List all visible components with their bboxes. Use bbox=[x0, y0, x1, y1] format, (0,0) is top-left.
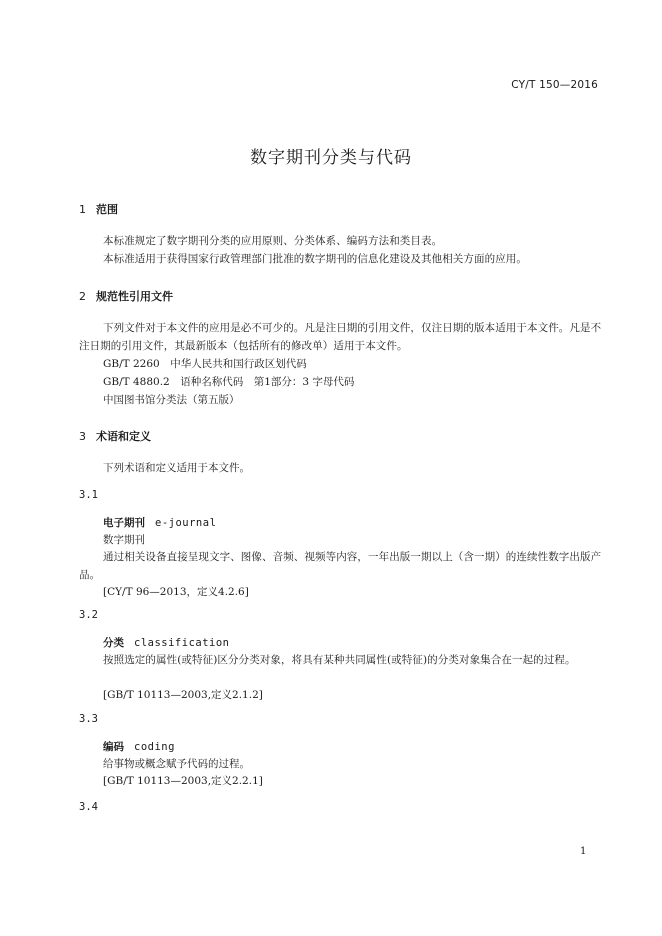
section-number: 3 bbox=[79, 430, 86, 443]
term-entry bbox=[103, 515, 216, 530]
term-definition: 通过相关设备直接呈现文字、图像、音频、视频等内容，一年出版一期以上（含一期）的连续性数字出版产品。 bbox=[79, 551, 602, 581]
term-definition: 按照选定的属性(或特征)区分分类对象，将具有某种共同属性(或特征)的分类对象集合在一起的过程。 bbox=[103, 654, 576, 666]
document-title: 数字期刊分类与代码 bbox=[250, 148, 412, 168]
section-number: 1 bbox=[79, 203, 86, 216]
section-title: 规范性引用文件 bbox=[96, 290, 173, 303]
paragraph: 本标准规定了数字期刊分类的应用原则、分类体系、编码方法和类目表。 bbox=[103, 235, 443, 247]
term-source: [GB/T 10113—2003,定义2.1.2] bbox=[103, 689, 263, 701]
term-entry bbox=[103, 739, 175, 754]
reference-item: GB/T 4880.2 语种名称代码 第1部分：3 字母代码 bbox=[103, 376, 355, 388]
term-chinese: 分类 bbox=[103, 637, 124, 649]
clause-number: 3.1 bbox=[79, 489, 98, 501]
reference-item: 中国图书馆分类法（第五版） bbox=[103, 394, 240, 406]
term-synonym: 数字期刊 bbox=[103, 534, 145, 546]
term-entry bbox=[103, 635, 230, 650]
section-1-heading bbox=[79, 201, 118, 217]
term-english: coding bbox=[134, 741, 175, 753]
term-source: [GB/T 10113—2003,定义2.2.1] bbox=[103, 775, 263, 787]
section-title: 术语和定义 bbox=[96, 430, 151, 443]
term-definition: 给事物或概念赋予代码的过程。 bbox=[103, 758, 250, 770]
term-chinese: 编码 bbox=[103, 741, 124, 753]
section-title: 范围 bbox=[96, 203, 118, 216]
term-english: e-journal bbox=[155, 517, 217, 529]
paragraph: 下列术语和定义适用于本文件。 bbox=[103, 462, 250, 474]
page-number: 1 bbox=[580, 846, 587, 857]
section-number: 2 bbox=[79, 290, 86, 303]
clause-number: 3.4 bbox=[79, 801, 98, 813]
section-2-heading bbox=[79, 288, 173, 304]
standard-code: CY/T 150—2016 bbox=[511, 79, 598, 91]
term-source: [CY/T 96—2013，定义4.2.6] bbox=[103, 586, 249, 598]
term-english: classification bbox=[134, 637, 230, 649]
reference-item: GB/T 2260 中华人民共和国行政区划代码 bbox=[103, 358, 307, 370]
paragraph: 下列文件对于本文件的应用是必不可少的。凡是注日期的引用文件，仅注日期的版本适用于本文件。凡是不注日期的引用文件，其最新版本（包括所有的修改单）适用于本文件。 bbox=[79, 322, 602, 352]
paragraph: 本标准适用于获得国家行政管理部门批准的数字期刊的信息化建设及其他相关方面的应用。 bbox=[103, 253, 527, 265]
term-chinese: 电子期刊 bbox=[103, 517, 145, 529]
section-3-heading bbox=[79, 428, 151, 444]
clause-number: 3.3 bbox=[79, 713, 98, 725]
clause-number: 3.2 bbox=[79, 609, 98, 621]
